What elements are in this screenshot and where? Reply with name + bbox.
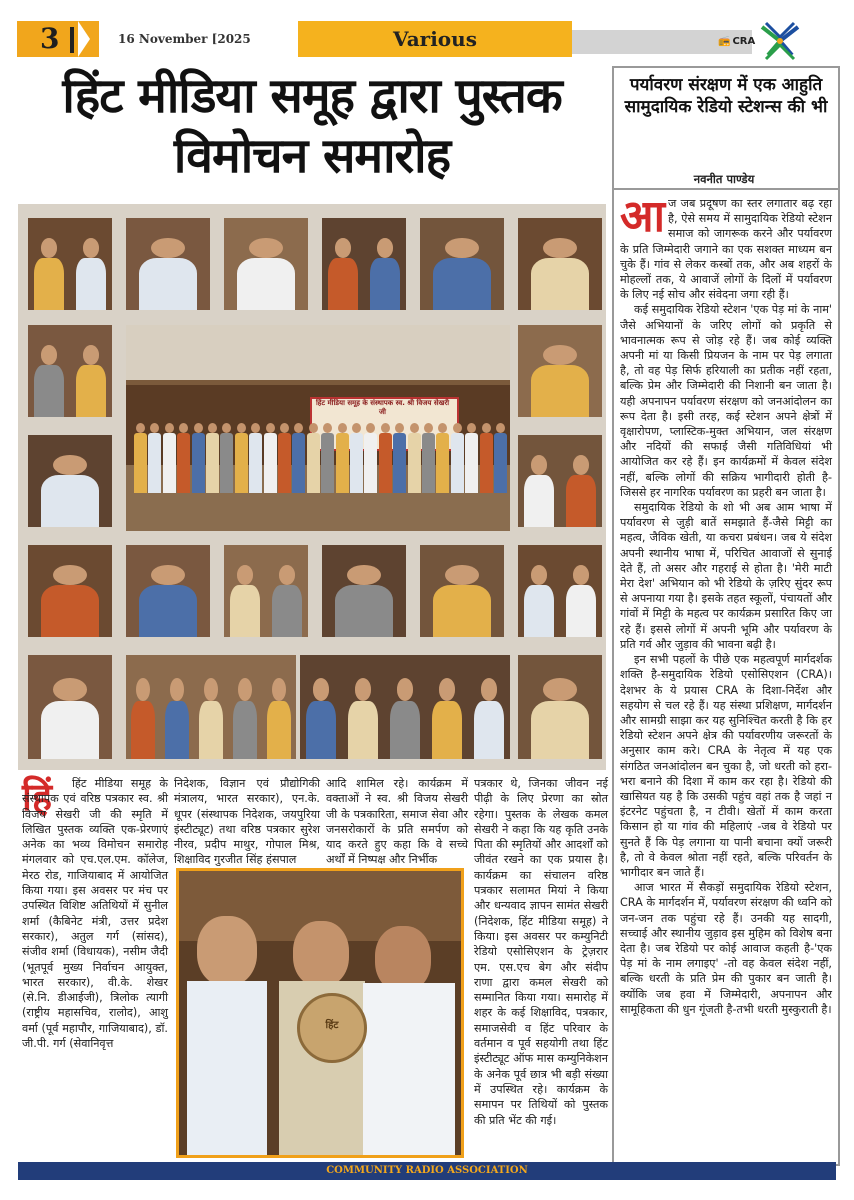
article-col-1: हिंट मीडिया समूह के संस्थापक एवं वरिष्ठ पत्रकार स्व. श्री विजय सेखरी जी की स्मृति में लिखित पुस्तक व्यक्ति एक-प्रेरणाएं अनेक का भव्य विमोचन समारोह मंगलवार को एच.एल.एम. कॉलेज, मेरठ रोड, गाजियाबाद में आयोजित किया गया। इस अवसर पर मंच पर उपस्थित विशिष्ट अतिथियों में सुनील शर्मा (कैबिनेट मंत्री, उत्तर प्रदेश सरकार), अतुल गर्ग (सांसद), संजीव शर्मा (विधायक), नसीम जैदी (भूतपूर्व मुख्य निर्वाचन आयुक्त, भारत सरकार), वी.के. शेखर (से.नि. डीआईजी), त्रिलोक त्यागी (राष्ट्रीय महासचिव, रालोद), आशु वर्मा (पूर्व महापौर, गाजियाबाद), डॉ. जी.पी. गर्ग (सेवानिवृत्त [22, 777, 168, 1051]
sidebar-headline: पर्यावरण संरक्षण में एक आहुति सामुदायिक रेडियो स्टेशन्स की भी [624, 75, 828, 117]
collage-photo [322, 218, 406, 310]
article-col-3: आदि शामिल रहे। कार्यक्रम में वक्ताओं ने स्व. श्री विजय सेखरी जी के पत्रकारिता, समाज सेवा और जनसरोकारों के प्रति समर्पण को याद करते हुए कहा कि वे सच्चे अर्थों में निष्पक्ष और निर्भीक [326, 777, 468, 867]
collage-photo [518, 325, 602, 417]
collage-photo [518, 545, 602, 637]
issue-date: 16 November [2025 [118, 32, 251, 46]
sidebar-para-2: कई समुदायिक रेडियो स्टेशन 'एक पेड़ मां के नाम' जैसे अभियानों के जरिए लोगों को प्रकृति से भावनात्मक रूप से जोड़ रहे हैं। जब कोई व्यक्ति अपनी मां या किसी प्रियजन के नाम पर पेड़ लगाता है, तो वह पेड़ सिर्फ हरियाली का प्रतीक नहीं रहता, बल्कि प्रेम और जिम्मेदारी की निशानी बन जाता है। यही अपनापन पर्यावरण संरक्षण को जनआंदोलन का रूप देता है। इसी तरह, कई स्टेशन अपने क्षेत्रों में वृक्षारोपण, प्लास्टिक-मुक्त अभियान, जल संरक्षण और नदियों की सफाई जैसी गतिविधियां भी आयोजित कर रहे हैं। इन कार्यक्रमों में केवल संदेश नहीं, बल्कि लोगों की सक्रिय भागीदारी होती है-जिससे हर नागरिक पर्यावरण का प्रहरी बन जाता है। [620, 303, 832, 499]
article-col-4: पत्रकार थे, जिनका जीवन नई पीढ़ी के लिए प्रेरणा का स्रोत रहेगा। पुस्तक के लेखक कमल सेखरी ने कहा कि यह कृति उनके पिता की स्मृतियों और आदर्शों को जीवंत रखने का एक प्रयास है। कार्यक्रम का संचालन वरिष्ठ पत्रकार सलामत मियां ने किया और धन्यवाद ज्ञापन सामंत सेखरी (निदेशक, हिंट मीडिया समूह) ने किया। इस अवसर पर कम्युनिटी रेडियो एसोसिएशन के ट्रेज़रार एम. एस.एच बेग और संदीप राणा द्वारा कमल सेखरी को सम्मानित किया गया। समारोह में शहर के कई शिक्षाविद, पत्रकार, समाजसेवी व हिंट परिवार के वर्तमान व पूर्व सहयोगी तथा हिंट इंस्टीट्यूट ऑफ मास कम्युनिकेशन के अनेक पूर्व छात्र भी बड़ी संख्या में उपस्थित रहे। कार्यक्रम के समापन पर तिथियों को पुस्तक की प्रति भेंट की गई। [474, 777, 608, 1127]
sidebar-para-1: ज जब प्रदूषण का स्तर लगातार बढ़ रहा है, ऐसे समय में सामुदायिक रेडियो स्टेशन समाज को जागरूक करने और पर्यावरण के प्रति जिम्मेदारी जगाने का एक सशक्त माध्यम बन चुके हैं। गांव से लेकर कस्बों तक, और अब शहरों के मोहल्लों तक, ये आवाजें लोगों के दिलों में पर्यावरण के लिए नई सोच और संवेदना जगा रही हैं। [620, 197, 832, 302]
article-col-2: निदेशक, विज्ञान एवं प्रौद्योगिकी मंत्रालय, भारत सरकार), एन.के. धूपर (संस्थापक निदेशक, जयपुरिया इंस्टीट्यूट) तथा वरिष्ठ पत्रकार सुरेश नीरव, प्रदीप माथुर, गोपाल मिश्र, शिक्षाविद गुरजीत सिंह हंसपाल [174, 777, 320, 867]
award-photo [176, 868, 464, 1158]
collage-photo [28, 325, 112, 417]
collage-photo [126, 218, 210, 310]
article-dropcap: हिं [22, 775, 53, 819]
brand-label: 📻 CRA [718, 36, 756, 47]
stage-banner-text: हिंट मीडिया समूह के संस्थापक स्व. श्री विजय सेखरी जी [315, 399, 450, 416]
section-title: Various [298, 21, 572, 57]
collage-photo [420, 218, 504, 310]
collage-photo [224, 218, 308, 310]
sidebar-author: नवनीत पाण्डेय [693, 172, 755, 186]
sidebar-dropcap: आ [620, 191, 665, 242]
collage-photo [126, 655, 296, 759]
group-stage-photo [126, 325, 510, 531]
sidebar-para-4: इन सभी पहलों के पीछे एक महत्वपूर्ण मार्गदर्शक शक्ति है-समुदायिक रेडियो एसोसिएशन (CRA)। देशभर के ये प्रयास CRA के दिशा-निर्देश और सहयोग से चल रहे हैं। यह संस्था प्रशिक्षण, मार्गदर्शन और सामग्री साझा कर यह सुनिश्चित करती है कि हर रेडियो स्टेशन अपने क्षेत्र की पर्यावरणीय जरूरतों के अनुसार काम करे। CRA के नेतृत्व में यह एक संगठित जनआंदोलन बन चुका है, जो धरती को हरा-भरा बनाने की दिशा में काम कर रहा है। रेडियो की खासियत यह है कि उसकी पहुंच वहां तक है जहां न इंटरनेट पहुंचता है, न टीवी। खेतों में काम करता किसान हो या गांव की महिलाएं -जब वे रेडियो पर सुनते हैं कि पेड़ लगाना या पानी बचाना क्यों जरूरी है, तो वे केवल श्रोता नहीं रहते, बल्कि परिवर्तन के भागीदार बन जाते हैं। [620, 653, 832, 879]
page-chevron [78, 21, 90, 57]
collage-photo [28, 545, 112, 637]
collage-photo [518, 655, 602, 759]
collage-photo [224, 545, 308, 637]
cra-logo-icon [758, 19, 802, 61]
sidebar-body [620, 196, 832, 1017]
sidebar-divider [612, 188, 838, 190]
article-headline: हिंट मीडिया समूह द्वारा पुस्तक विमोचन समारोह [62, 68, 562, 184]
collage-photo [28, 655, 112, 759]
footer-banner: COMMUNITY RADIO ASSOCIATION [18, 1162, 836, 1180]
page-number-divider [70, 27, 74, 53]
collage-photo [300, 655, 510, 759]
collage-photo [28, 435, 112, 527]
page-number: 3 [40, 22, 60, 55]
collage-photo [518, 435, 602, 527]
collage-photo [126, 545, 210, 637]
collage-photo [420, 545, 504, 637]
collage-photo [518, 218, 602, 310]
collage-photo [322, 545, 406, 637]
sidebar-para-3: समुदायिक रेडियो के शो भी अब आम भाषा में पर्यावरण से जुड़ी बातें समझाते हैं-जैसे मिट्टी का महत्व, जैविक खेती, या कचरा प्रबंधन। जब ये संदेश अपनी स्थानीय भाषा में, परिचित आवाजों से सुनाई देते हैं, तो असर और गहराई से होता है। 'मेरी माटी मेरा देश' अभियान को भी रेडियो के ज़रिए सुंदर रूप से अपनाया गया है। इसके तहत स्कूलों, पंचायतों और गांवों में मिट्टी के महत्व पर कार्यक्रम प्रसारित किए जा रहे हैं। इससे लोगों में अपनी भूमि और पर्यावरण के प्रति गर्व और जुड़ाव की भावना बढ़ी है। [620, 501, 832, 651]
plaque-text: हिंट [325, 1020, 339, 1031]
sidebar-para-5: आज भारत में सैकड़ों समुदायिक रेडियो स्टेशन, CRA के मार्गदर्शन में, पर्यावरण संरक्षण की ध्वनि को जन-जन तक पहुंचा रहे हैं। उनकी यह सादगी, सच्चाई और स्थानीय जुड़ाव इस मुहिम को विशेष बना देता है। जब रेडियो पर कोई आवाज कहती है-'एक पेड़ मां के नाम लगाइए' -तो वह केवल संदेश नहीं, बल्कि धरती के प्रति प्रेम की पुकार बन जाती है। क्योंकि जब हवा में जिम्मेदारी, अपनापन और सामूहिकता की धुन गूंजती है-तभी धरती मुस्कुराती है। [620, 881, 832, 1016]
collage-photo [28, 218, 112, 310]
